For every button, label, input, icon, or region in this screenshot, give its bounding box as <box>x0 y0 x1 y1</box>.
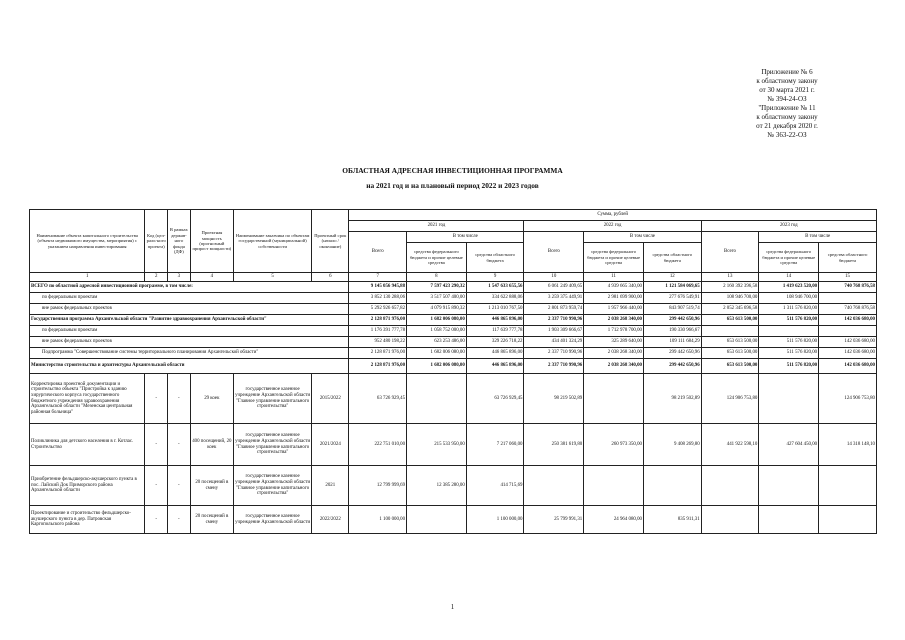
column-number: 12 <box>643 273 701 282</box>
amount-cell: 653 613 500,00 <box>701 348 759 359</box>
amount-cell: 63 726 929,45 <box>466 374 524 424</box>
amount-cell: 3 259 375 449,91 <box>524 293 584 304</box>
amount-cell: 740 768 876,58 <box>819 304 877 315</box>
amount-cell: 2 981 699 900,00 <box>584 293 644 304</box>
header-code: Код (цел-раль-ного проекта) <box>145 210 168 273</box>
amount-cell: 124 906 753,80 <box>819 374 877 424</box>
object-daip: - <box>168 506 191 534</box>
object-customer: государственное казенное учреждение Архангельской области <box>233 506 311 534</box>
amount-cell: 1 682 006 080,00 <box>407 348 467 359</box>
object-row <box>30 506 877 534</box>
amount-cell <box>407 506 467 534</box>
page-number: 1 <box>450 603 455 611</box>
amount-cell: 446 865 896,00 <box>466 348 524 359</box>
summary-label: Министерство строительства и архитектуры Архангельской области <box>30 359 349 374</box>
header-including-2023: В том числе <box>759 232 877 243</box>
amount-cell <box>524 466 584 506</box>
amount-cell: 109 111 684,29 <box>643 337 701 348</box>
amount-cell: 427 604 450,00 <box>759 424 819 466</box>
header-regional-2021: средства областного бюджета <box>466 243 524 273</box>
amount-cell: 190 330 966,67 <box>643 326 701 337</box>
appendix-line: от 30 марта 2021 г. <box>759 86 815 94</box>
amount-cell: 4 939 665 340,00 <box>584 282 644 293</box>
amount-cell: 98 219 502,89 <box>524 374 584 424</box>
appendix-line: к областному закону <box>756 77 818 85</box>
header-2021: 2021 год <box>349 221 524 232</box>
object-row <box>30 466 877 506</box>
amount-cell: 653 613 500,00 <box>701 359 759 374</box>
appendix-line: "Приложение № 11 <box>758 104 816 112</box>
summary-label: вне рамок федеральных проектов <box>30 304 349 315</box>
amount-cell: 1 058 752 000,00 <box>407 326 467 337</box>
amount-cell: 2 128 871 976,00 <box>349 359 407 374</box>
amount-cell: 511 576 820,00 <box>759 359 819 374</box>
amount-cell: 277 676 549,91 <box>643 293 701 304</box>
object-capacity: 20 посещений в смену <box>190 506 233 534</box>
amount-cell: 511 576 820,00 <box>759 315 819 326</box>
summary-row <box>30 348 877 359</box>
amount-cell: 12 385 280,00 <box>407 466 467 506</box>
column-number: 15 <box>819 273 877 282</box>
object-row <box>30 374 877 424</box>
amount-cell: 740 768 876,58 <box>819 282 877 293</box>
amount-cell: 299 442 650,96 <box>643 348 701 359</box>
amount-cell <box>819 466 877 506</box>
header-federal-2023: средства федерального бюджета и прочие целевые средства <box>759 243 819 273</box>
table-body <box>30 282 877 534</box>
amount-cell: 446 865 896,00 <box>466 315 524 326</box>
summary-label: ВСЕГО по областной адресной инвестиционной программе, в том числе: <box>30 282 349 293</box>
appendix-block <box>712 68 862 140</box>
amount-cell: 1 311 576 820,00 <box>759 304 819 315</box>
column-number: 3 <box>168 273 191 282</box>
object-customer: государственное казенное учреждение Архангельской области "Главное управление капитального строительства" <box>233 466 311 506</box>
amount-cell: 9 408 269,80 <box>643 424 701 466</box>
amount-cell: 7 217 060,00 <box>466 424 524 466</box>
amount-cell: 6 061 249 409,65 <box>524 282 584 293</box>
amount-cell: 9 145 056 945,88 <box>349 282 407 293</box>
amount-cell: 215 533 950,00 <box>407 424 467 466</box>
object-years: 2022/2022 <box>312 506 349 534</box>
column-number: 13 <box>701 273 759 282</box>
amount-cell: 299 442 650,96 <box>643 315 701 326</box>
summary-row <box>30 337 877 348</box>
summary-row <box>30 282 877 293</box>
column-number: 4 <box>190 273 233 282</box>
amount-cell: 3 517 507 400,00 <box>407 293 467 304</box>
amount-cell: 124 906 753,80 <box>701 374 759 424</box>
amount-cell: 117 639 777,78 <box>466 326 524 337</box>
column-number: 9 <box>466 273 524 282</box>
amount-cell: 108 946 700,00 <box>701 293 759 304</box>
amount-cell <box>759 326 819 337</box>
summary-label: по федеральным проектам <box>30 326 349 337</box>
amount-cell <box>701 466 759 506</box>
amount-cell: 2 337 710 990,96 <box>524 359 584 374</box>
summary-row <box>30 315 877 326</box>
amount-cell: 1 121 584 069,65 <box>643 282 701 293</box>
summary-row <box>30 359 877 374</box>
summary-row <box>30 304 877 315</box>
amount-cell: 1 903 309 666,67 <box>524 326 584 337</box>
amount-cell: 511 576 820,00 <box>759 337 819 348</box>
amount-cell <box>819 506 877 534</box>
object-daip: - <box>168 424 191 466</box>
amount-cell: 414 715,69 <box>466 466 524 506</box>
amount-cell: 108 946 700,00 <box>759 293 819 304</box>
amount-cell: 142 036 680,00 <box>819 315 877 326</box>
amount-cell: 653 613 500,00 <box>701 337 759 348</box>
header-federal-2021: средства федерального бюджета и прочие целевые средства <box>407 243 467 273</box>
amount-cell <box>643 466 701 506</box>
header-capacity: Проектная мощность (прогнозный прирост мощности) <box>190 210 233 273</box>
amount-cell: 1 682 006 080,00 <box>407 359 467 374</box>
amount-cell: 1 100 000,00 <box>349 506 407 534</box>
amount-cell: 434 401 324,29 <box>524 337 584 348</box>
header-total-2021: Всего <box>349 232 407 273</box>
amount-cell: 2 337 710 990,96 <box>524 315 584 326</box>
object-customer: государственное казенное учреждение Архангельской области "Главное управление капитального строительства" <box>233 374 311 424</box>
header-regional-2022: средства областного бюджета <box>643 243 701 273</box>
amount-cell: 1 213 010 767,50 <box>466 304 524 315</box>
document-title: ОБЛАСТНАЯ АДРЕСНАЯ ИНВЕСТИЦИОННАЯ ПРОГРАММА <box>342 166 563 175</box>
amount-cell: 24 964 080,00 <box>584 506 644 534</box>
object-name: Проектирование и строительство фельдшерско-акушерского пункта в дер. Патровская Каргопольского района <box>30 506 145 534</box>
summary-label: по федеральным проектам <box>30 293 349 304</box>
object-code: - <box>145 374 168 424</box>
amount-cell: 2 337 710 990,96 <box>524 348 584 359</box>
amount-cell: 25 799 991,31 <box>524 506 584 534</box>
amount-cell: 98 219 502,89 <box>643 374 701 424</box>
object-capacity: 20 посещений в смену <box>190 466 233 506</box>
header-2023: 2023 год <box>701 221 876 232</box>
amount-cell: 142 036 680,00 <box>819 359 877 374</box>
amount-cell <box>759 466 819 506</box>
amount-cell: 299 442 650,96 <box>643 359 701 374</box>
amount-cell: 142 036 680,00 <box>819 348 877 359</box>
object-capacity: 400 посещений, 20 коек <box>190 424 233 466</box>
object-daip: - <box>168 374 191 424</box>
table-header <box>30 210 877 282</box>
column-number: 2 <box>145 273 168 282</box>
amount-cell: 2 038 268 340,00 <box>584 359 644 374</box>
amount-cell: 63 726 929,45 <box>349 374 407 424</box>
appendix-line: № 363-22-ОЗ <box>767 131 807 139</box>
summary-label: Государственная программа Архангельской области "Развитие здравоохранения Архангельской области" <box>30 315 349 326</box>
header-including-2021: В том числе <box>407 232 524 243</box>
amount-cell: 2 160 392 396,58 <box>701 282 759 293</box>
amount-cell: 2 052 345 696,58 <box>701 304 759 315</box>
amount-cell: 1 547 633 655,56 <box>466 282 524 293</box>
object-daip: - <box>168 466 191 506</box>
amount-cell: 1 100 000,00 <box>466 506 524 534</box>
amount-cell <box>407 374 467 424</box>
amount-cell: 843 907 519,74 <box>643 304 701 315</box>
amount-cell: 1 176 391 777,78 <box>349 326 407 337</box>
object-customer: государственное казенное учреждение Архангельской области "Главное управление капитального строительства" <box>233 424 311 466</box>
amount-cell: 5 292 926 657,82 <box>349 304 407 315</box>
object-years: 2015/2022 <box>312 374 349 424</box>
object-code: - <box>145 506 168 534</box>
amount-cell: 1 712 978 700,00 <box>584 326 644 337</box>
amount-cell: 441 922 598,10 <box>701 424 759 466</box>
header-including-2022: В том числе <box>584 232 701 243</box>
amount-cell <box>584 466 644 506</box>
column-number: 8 <box>407 273 467 282</box>
header-daip: В рамках держав-ного фонда (ДФ) <box>168 210 191 273</box>
object-row <box>30 424 877 466</box>
amount-cell: 2 128 871 976,00 <box>349 348 407 359</box>
amount-cell: 623 253 486,00 <box>407 337 467 348</box>
amount-cell: 446 865 896,00 <box>466 359 524 374</box>
amount-cell: 653 613 500,00 <box>701 315 759 326</box>
object-years: 2021/2024 <box>312 424 349 466</box>
header-regional-2023: средства областного бюджета <box>819 243 877 273</box>
column-number-row <box>30 273 877 282</box>
appendix-line: к областному закону <box>756 113 818 121</box>
column-number: 14 <box>759 273 819 282</box>
object-name: Корректировка проектной документации и строительство объекта "Пристройка к зданию хирургического корпуса государственного бюджетного учреждения здравоохранения Архангельской области "Мезенская центральная районная больница" <box>30 374 145 424</box>
amount-cell: 2 128 871 976,00 <box>349 315 407 326</box>
investment-program-table <box>29 209 877 534</box>
header-total-2022: Всего <box>524 232 584 273</box>
amount-cell: 325 289 640,00 <box>584 337 644 348</box>
object-years: 2021 <box>312 466 349 506</box>
object-capacity: 29 коек <box>190 374 233 424</box>
column-number: 10 <box>524 273 584 282</box>
header-name: Наименование объекта капитального строительства (объекта недвижимого имущества, мероприятия) с указанием направления инвестирования <box>30 210 145 273</box>
amount-cell: 2 038 268 340,00 <box>584 315 644 326</box>
appendix-line: от 21 декабря 2020 г. <box>756 122 818 130</box>
object-name: Поликлиника для детского населения в г. Котлас. Строительство <box>30 424 145 466</box>
amount-cell: 260 973 350,00 <box>584 424 644 466</box>
summary-row <box>30 293 877 304</box>
appendix-line: № 394-24-ОЗ <box>767 95 807 103</box>
column-number: 11 <box>584 273 644 282</box>
amount-cell: 3 852 130 288,06 <box>349 293 407 304</box>
appendix-line: Приложение № 6 <box>761 68 813 76</box>
column-number: 7 <box>349 273 407 282</box>
amount-cell <box>759 374 819 424</box>
amount-cell <box>819 293 877 304</box>
object-code: - <box>145 466 168 506</box>
column-number: 1 <box>30 273 145 282</box>
amount-cell: 952 480 198,22 <box>349 337 407 348</box>
header-2022: 2022 год <box>524 221 701 232</box>
header-sum: Сумма, рублей <box>349 210 877 221</box>
amount-cell: 835 911,31 <box>643 506 701 534</box>
column-number: 5 <box>233 273 311 282</box>
header-federal-2022: средства федерального бюджета и прочие целевые средства <box>584 243 644 273</box>
amount-cell <box>701 506 759 534</box>
amount-cell: 1 419 623 520,00 <box>759 282 819 293</box>
amount-cell: 142 036 680,00 <box>819 337 877 348</box>
summary-label: Подпрограмма "Совершенствование системы территориального планирования Архангельской области" <box>30 348 349 359</box>
amount-cell: 4 079 915 890,32 <box>407 304 467 315</box>
amount-cell: 1 957 966 440,00 <box>584 304 644 315</box>
amount-cell <box>759 506 819 534</box>
amount-cell: 511 576 820,00 <box>759 348 819 359</box>
amount-cell: 329 226 718,22 <box>466 337 524 348</box>
amount-cell: 2 038 268 340,00 <box>584 348 644 359</box>
amount-cell: 2 801 873 959,74 <box>524 304 584 315</box>
summary-row <box>30 326 877 337</box>
amount-cell: 12 799 999,69 <box>349 466 407 506</box>
amount-cell: 14 318 148,10 <box>819 424 877 466</box>
amount-cell: 334 622 888,06 <box>466 293 524 304</box>
amount-cell <box>819 326 877 337</box>
header-years: Проектный срок (начало / окончание) <box>312 210 349 273</box>
summary-label: вне рамок федеральных проектов <box>30 337 349 348</box>
column-number: 6 <box>312 273 349 282</box>
object-name: Приобретение фельдшерско-акушерского пункта в пос. Лайский Док Приморского района Архангельской области <box>30 466 145 506</box>
header-customer: Наименование заказчика по объектам государственной (муниципальной) собственности <box>233 210 311 273</box>
amount-cell: 1 682 006 080,00 <box>407 315 467 326</box>
amount-cell <box>701 326 759 337</box>
amount-cell: 250 381 619,80 <box>524 424 584 466</box>
header-total-2023: Всего <box>701 232 759 273</box>
amount-cell: 222 751 010,00 <box>349 424 407 466</box>
document-subtitle: на 2021 год и на плановый период 2022 и 2023 годов <box>366 181 539 190</box>
amount-cell: 7 597 423 290,32 <box>407 282 467 293</box>
object-code: - <box>145 424 168 466</box>
amount-cell <box>584 374 644 424</box>
